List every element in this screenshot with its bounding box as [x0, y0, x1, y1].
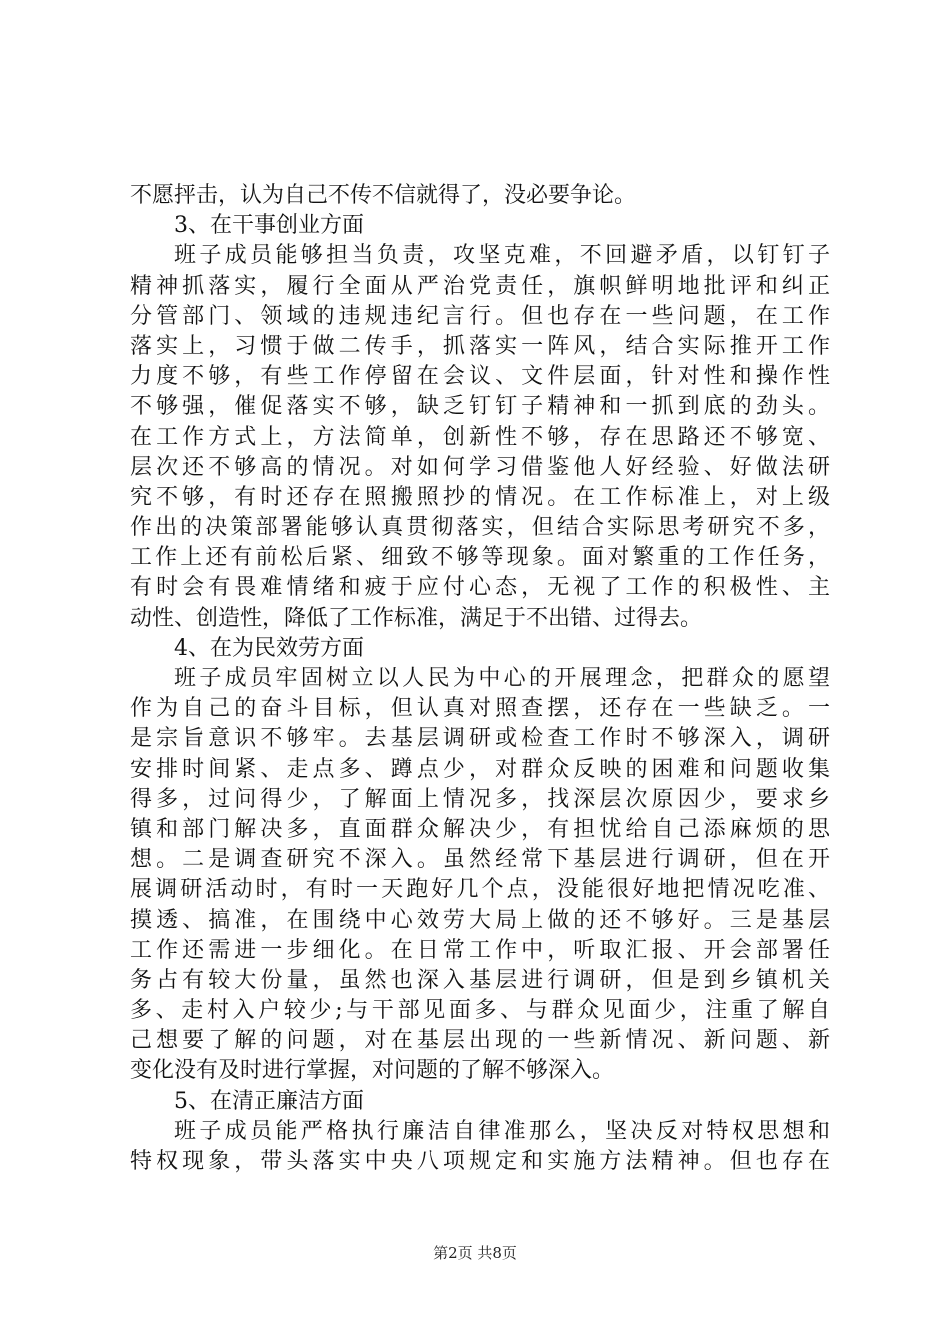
paragraph-line-indented: 4、在为民效劳方面: [174, 635, 364, 661]
paragraph-line-indented: 班子成员牢固树立以人民为中心的开展理念，把群众的愿望: [174, 666, 830, 691]
paragraph-line: 己想要了解的问题，对在基层出现的一些新情况、新问题、新: [130, 1028, 830, 1054]
paragraph-line: 分管部门、领域的违规违纪言行。但也存在一些问题，在工作: [130, 303, 830, 329]
paragraph-line-indented: 班子成员能够担当负责，攻坚克难，不回避矛盾，以钉钉子: [174, 243, 830, 269]
paragraph-line: 作出的决策部署能够认真贯彻落实，但结合实际思考研究不多，: [130, 515, 830, 541]
paragraph-line: 是宗旨意识不够牢。去基层调研或检查工作时不够深入，调研: [130, 726, 830, 752]
paragraph-line: 务占有较大份量，虽然也深入基层进行调研，但是到乡镇机关: [130, 967, 830, 993]
paragraph-line: 想。二是调查研究不深入。虽然经常下基层进行调研，但在开: [130, 847, 830, 873]
paragraph-line: 得多，过问得少，了解面上情况多，找深层次原因少，要求乡: [130, 786, 830, 812]
paragraph-line: 不愿抨击，认为自己不传不信就得了，没必要争论。: [130, 183, 637, 208]
paragraph-line: 安排时间紧、走点多、蹲点少，对群众反映的困难和问题收集: [130, 756, 830, 782]
paragraph-line-indented: 5、在清正廉洁方面: [174, 1088, 364, 1114]
paragraph-line: 镇和部门解决多，直面群众解决少，有担忧给自己添麻烦的思: [130, 816, 830, 842]
paragraph-line: 有时会有畏难情绪和疲于应付心态，无视了工作的积极性、主: [130, 575, 830, 601]
paragraph-line: 层次还不够高的情况。对如何学习借鉴他人好经验、好做法研: [130, 454, 830, 480]
paragraph-line: 力度不够，有些工作停留在会议、文件层面，针对性和操作性: [130, 364, 830, 390]
paragraph-line: 摸透、搞准，在围绕中心效劳大局上做的还不够好。三是基层: [130, 907, 830, 933]
paragraph-line: 工作上还有前松后紧、细致不够等现象。面对繁重的工作任务，: [130, 545, 830, 571]
paragraph-line: 特权现象，带头落实中央八项规定和实施方法精神。但也存在: [130, 1149, 830, 1174]
paragraph-line: 作为自己的奋斗目标，但认真对照查摆，还存在一些缺乏。一: [130, 696, 830, 722]
paragraph-line: 多、走村入户较少;与干部见面多、与群众见面少，注重了解自: [130, 998, 830, 1024]
paragraph-line: 展调研活动时，有时一天跑好几个点，没能很好地把情况吃准、: [130, 877, 830, 903]
paragraph-line-indented: 3、在干事创业方面: [174, 213, 364, 239]
page-footer: 第2页 共8页: [433, 1244, 517, 1262]
paragraph-line: 动性、创造性，降低了工作标准，满足于不出错、过得去。: [130, 605, 703, 631]
paragraph-line: 究不够，有时还存在照搬照抄的情况。在工作标准上，对上级: [130, 484, 830, 510]
paragraph-line: 工作还需进一步细化。在日常工作中，听取汇报、开会部署任: [130, 937, 830, 963]
paragraph-line: 变化没有及时进行掌握，对问题的了解不够深入。: [130, 1058, 615, 1084]
paragraph-line-indented: 班子成员能严格执行廉洁自律准那么，坚决反对特权思想和: [174, 1118, 830, 1144]
paragraph-line: 落实上，习惯于做二传手，抓落实一阵风，结合实际推开工作: [130, 333, 830, 359]
paragraph-line: 不够强，催促落实不够，缺乏钉钉子精神和一抓到底的劲头。: [130, 394, 830, 420]
paragraph-line: 精神抓落实，履行全面从严治党责任，旗帜鲜明地批评和纠正: [130, 273, 830, 299]
paragraph-line: 在工作方式上，方法简单，创新性不够，存在思路还不够宽、: [130, 424, 830, 450]
document-body: [130, 181, 830, 1177]
